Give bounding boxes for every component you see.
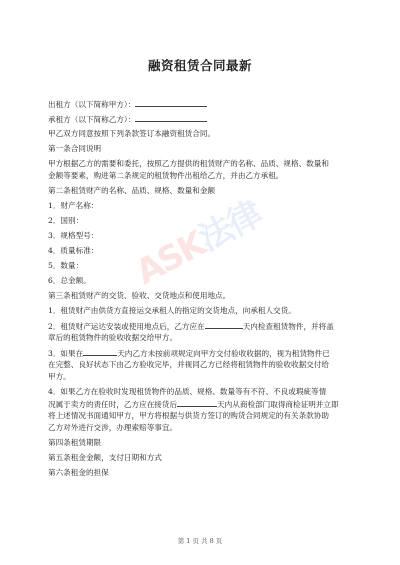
days-blank-3[interactable] bbox=[177, 398, 217, 407]
lessor-line bbox=[48, 98, 360, 111]
page-footer: 第 1 页 共 8 页 bbox=[177, 537, 223, 545]
article-3-p3-line2: 在完整、良好状态下由乙方验收完毕，并视同乙方已经将租赁物件的验收收据交付给 bbox=[48, 360, 329, 369]
days-blank-2[interactable] bbox=[83, 347, 117, 356]
list-item: 2．国别： bbox=[48, 216, 84, 225]
list-item: 1．财产名称： bbox=[48, 201, 99, 210]
article-3-p4-line4: 乙方对外进行交涉，办理索赔等事宜。 bbox=[48, 423, 178, 432]
article-3-p3-line3: 甲方。 bbox=[48, 372, 71, 381]
article-3-p1: 1．租赁财产由供货方直接运交承租人的指定的交货地点，向承租人交货。 bbox=[48, 306, 296, 315]
list-item: 5．数量： bbox=[48, 261, 84, 270]
article-2-title: 第二条租赁财产的名称、品质、规格、数量和金额 bbox=[48, 186, 216, 195]
watermark-logo: ASK法律 bbox=[129, 194, 268, 293]
article-3-p2b: 天内检查租赁物件，并将盖 bbox=[242, 322, 334, 331]
article-6-title: 第六条租金的担保 bbox=[48, 468, 109, 477]
article-1-title: 第一条合同说明 bbox=[48, 144, 102, 153]
list-item: 3．规格型号： bbox=[48, 231, 99, 240]
article-4-title: 第四条租赁期限 bbox=[48, 438, 102, 447]
article-5-title: 第五条租金金额，支付日期和方式 bbox=[48, 453, 162, 462]
days-blank-1[interactable] bbox=[205, 320, 243, 329]
intro-text: 甲乙双方同意按照下列条款签订本融资租赁合同。 bbox=[48, 129, 216, 138]
article-3-p4-line1: 4．如果乙方在验收时发现租赁物件的品质、规格、数量等有不符、不良或瑕疵等情 bbox=[48, 387, 327, 396]
list-item: 4．质量标准： bbox=[48, 246, 99, 255]
document-title: 融资租赁合同最新 bbox=[147, 58, 252, 73]
article-3-p4-line3: 将上述情况书面通知甲方，甲方将根据与供货方签订的购货合同规定的有关条款协助 bbox=[48, 411, 329, 420]
article-3-p2-line2: 章后的租赁物件的验收收据交给甲方。 bbox=[48, 333, 178, 342]
lessor-blank[interactable] bbox=[135, 98, 207, 107]
list-item: 6．总金额。 bbox=[48, 276, 91, 285]
article-3-p3a: 3．如果在 bbox=[48, 349, 84, 358]
article-3-p3b: 天内乙方未按前项规定向甲方交付验收收据的，视为租赁物件已 bbox=[117, 349, 330, 358]
lessee-label: 承租方（以下简称乙方）： bbox=[48, 115, 136, 124]
article-1-text-2: 金额等要素，购进第二条规定的租赁物件出租给乙方，并由乙方承租。 bbox=[48, 171, 284, 180]
article-3-p4c: 天内从商检部门取得商检证明并立即 bbox=[217, 400, 339, 409]
article-3-p2a: 2．租赁财产运达安装或使用地点后，乙方应在 bbox=[48, 322, 205, 331]
lessee-line bbox=[48, 113, 360, 126]
article-3-p4b: 况属于卖方的责任时，乙方应在接货后 bbox=[48, 400, 178, 409]
lessee-blank[interactable] bbox=[135, 113, 207, 122]
lessor-label: 出租方（以下简称甲方）： bbox=[48, 100, 136, 109]
article-3-title: 第三条租赁财产的交货、验收、交货地点和使用地点。 bbox=[48, 291, 231, 300]
article-1-text-1: 甲方根据乙方的需要和委托，按照乙方提供的租赁财产的名称、品质、规格、数量和 bbox=[48, 159, 329, 168]
